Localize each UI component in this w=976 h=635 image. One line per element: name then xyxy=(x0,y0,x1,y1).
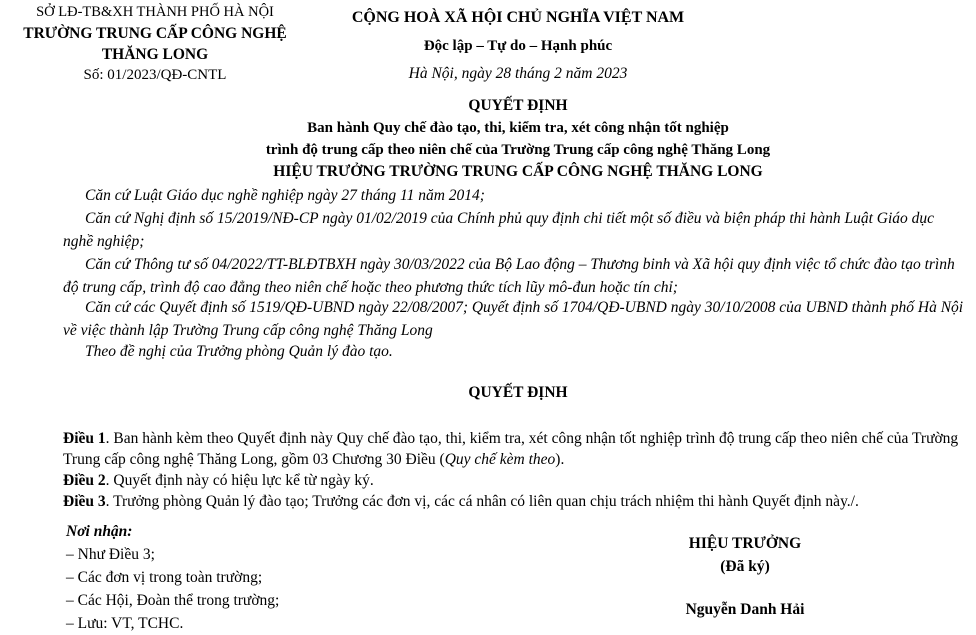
issuer-department: SỞ LĐ-TB&XH THÀNH PHỐ HÀ NỘI xyxy=(36,4,274,20)
legal-basis-2: Căn cứ Nghị định số 15/2019/NĐ-CP ngày 01/02/2019 của Chính phủ quy định chi tiết một số điều và biện pháp thi hành Luật Giáo dục nghề nghiệp; xyxy=(63,210,935,250)
recipient-item: – Như Điều 3; xyxy=(66,546,155,563)
legal-basis-4: Căn cứ các Quyết định số 1519/QĐ-UBND ngày 22/08/2007; Quyết định số 1704/QĐ-UBND ngày 30/10/2008 của UBND thành phố Hà Nội về việc thành lập Trường Trung cấp công nghệ Thăng Long xyxy=(63,299,964,339)
signer-role: HIỆU TRƯỞNG xyxy=(688,535,802,552)
document-subject-line1: Ban hành Quy chế đào tạo, thi, kiểm tra, xét công nhận tốt nghiệp xyxy=(307,120,729,136)
legal-basis-1: Căn cứ Luật Giáo dục nghề nghiệp ngày 27 tháng 11 năm 2014; xyxy=(85,187,485,204)
recipients-list xyxy=(66,520,279,635)
article-3: Điều 3. Trưởng phòng Quản lý đào tạo; Trưởng các đơn vị, các cá nhân có liên quan chịu trách nhiệm thi hành Quyết định này./. xyxy=(63,493,859,510)
legal-basis-3: Căn cứ Thông tư số 04/2022/TT-BLĐTBXH ngày 30/03/2022 của Bộ Lao động – Thương binh và Xã hội quy định việc tổ chức đào tạo trình độ trung cấp, trình độ cao đẳng theo niên chế hoặc theo phương thức tích lũy mô-đun hoặc tín chỉ; xyxy=(63,256,955,296)
recipient-item: – Lưu: VT, TCHC. xyxy=(66,615,184,632)
article-1: Điều 1. Ban hành kèm theo Quyết định này Quy chế đào tạo, thi, kiểm tra, xét công nhận tốt nghiệp trình độ trung cấp theo niên chế của Trường Trung cấp công nghệ Thăng Long, gồm 03 Chương 30 Điều (Quy chế kèm theo). xyxy=(63,430,959,468)
issuing-authority: HIỆU TRƯỞNG TRƯỜNG TRUNG CẤP CÔNG NGHỆ THĂNG LONG xyxy=(273,163,763,180)
document-number: Số: 01/2023/QĐ-CNTL xyxy=(83,67,227,83)
recipient-item: – Các Hội, Đoàn thể trong trường; xyxy=(66,592,280,609)
recipient-item: – Các đơn vị trong toàn trường; xyxy=(66,569,263,586)
document-title-block xyxy=(0,95,976,183)
issuer-header xyxy=(0,2,310,86)
article-label: Điều 2 xyxy=(63,472,106,489)
legal-basis-5: Theo đề nghị của Trưởng phòng Quản lý đào tạo. xyxy=(85,343,393,360)
article-label: Điều 3 xyxy=(63,493,106,510)
decision-heading: QUYẾT ĐỊNH xyxy=(468,384,568,401)
signature-status: (Đã ký) xyxy=(720,558,770,575)
country-name: CỘNG HOÀ XÃ HỘI CHỦ NGHĨA VIỆT NAM xyxy=(351,9,685,26)
issuer-school-line2: THĂNG LONG xyxy=(101,46,209,63)
issuer-school-line1: TRƯỜNG TRUNG CẤP CÔNG NGHỆ xyxy=(23,25,287,42)
document-type: QUYẾT ĐỊNH xyxy=(468,97,568,114)
national-header xyxy=(318,6,718,86)
national-motto: Độc lập – Tự do – Hạnh phúc xyxy=(423,38,613,54)
issue-date: Hà Nội, ngày 28 tháng 2 năm 2023 xyxy=(408,65,628,82)
recipients-title: Nơi nhận: xyxy=(66,523,133,540)
article-2: Điều 2. Quyết định này có hiệu lực kể từ ngày ký. xyxy=(63,472,374,489)
signature-block xyxy=(640,532,850,621)
document-subject-line2: trình độ trung cấp theo niên chế của Trường Trung cấp công nghệ Thăng Long xyxy=(265,142,771,158)
signer-name: Nguyễn Danh Hải xyxy=(685,601,805,618)
article-label: Điều 1 xyxy=(63,430,106,447)
